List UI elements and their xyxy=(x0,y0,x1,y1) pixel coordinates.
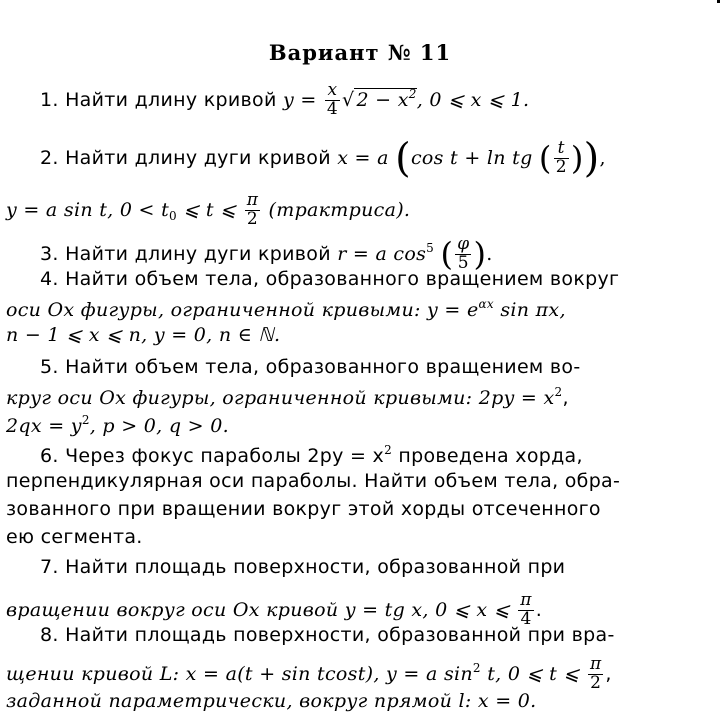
variant-title: Вариант № 11 xyxy=(268,40,452,65)
problem-1-eq: = xyxy=(293,88,323,111)
problem-6-line-4 xyxy=(6,528,143,547)
left-paren-inner: ( xyxy=(538,138,552,177)
problem-2-fraction-2 xyxy=(245,192,260,229)
problem-5-line-1 xyxy=(40,358,580,377)
fraction-denominator: 4 xyxy=(326,98,339,119)
problem-1-text: 1. Найти длину кривой xyxy=(40,88,283,111)
problem-4-sin: sin πx, xyxy=(494,299,566,321)
problem-4-text-2: оси Ox фигуры, ограниченной кривыми: y = e xyxy=(6,299,479,321)
problem-1-y: y xyxy=(282,88,294,111)
problem-8-fraction xyxy=(588,656,603,693)
problem-8-text-2b: t, 0 ⩽ t ⩽ xyxy=(480,662,586,685)
problem-5-text-3b: , p > 0, q > 0. xyxy=(89,415,229,437)
problem-1-fraction xyxy=(325,82,340,119)
fraction-numerator: π xyxy=(589,654,602,674)
problem-7-period: . xyxy=(535,598,543,621)
problem-2-line-1 xyxy=(40,135,606,182)
problem-8-line-2 xyxy=(6,656,612,693)
problem-7-text-1: 7. Найти площадь поверхности, образованной при xyxy=(40,556,566,578)
problem-8-line-3 xyxy=(6,692,537,711)
problem-3-r-eq: r = a cos xyxy=(337,242,427,265)
problem-4-line-1 xyxy=(6,270,696,289)
fraction-numerator: π xyxy=(246,190,259,210)
left-paren: ( xyxy=(440,234,454,273)
fraction-denominator: 4 xyxy=(520,608,532,629)
problem-2-bound: ⩽ t ⩽ xyxy=(176,198,243,221)
problem-2-inner: cos t + ln tg xyxy=(410,146,533,169)
problem-2-tractrix: (трактриса). xyxy=(262,198,411,221)
exponent: 2 xyxy=(472,660,481,675)
problem-7-text-2: вращении вокруг оси Ox кривой y = tg x, 0 ⩽ x ⩽ xyxy=(6,598,517,621)
problem-4-text-3: n − 1 ⩽ x ⩽ n, y = 0, n ∈ ℕ. xyxy=(6,324,281,346)
problem-1: 1. Найти длину кривой y = $\frac{x}{4}$ √ $2 - x^2$, 0 ⩽ x ⩽ 1. xyxy=(40,80,530,119)
problem-2-y-eq: y = a sin t, 0 < t xyxy=(6,198,170,221)
subscript: 0 xyxy=(169,208,177,223)
problem-2-x-eq: x = a xyxy=(337,146,389,169)
sqrt-exponent: 2 xyxy=(408,86,417,101)
exponent: 2 xyxy=(384,443,393,457)
right-paren-inner: ) xyxy=(570,138,584,177)
right-paren: ) xyxy=(473,234,487,273)
fraction-numerator: t xyxy=(554,140,569,159)
problem-6-line-3 xyxy=(6,500,601,519)
exponent: 5 xyxy=(426,240,435,255)
problem-8-text-2a: щении кривой L: x = a(t + sin tcost), y = a sin xyxy=(6,662,473,685)
problem-6-text-2: перпендикулярная оси параболы. Найти объем тела, обра- xyxy=(6,470,621,492)
problem-6-text-4: ею сегмента. xyxy=(6,526,143,548)
problem-4-line-2 xyxy=(6,298,566,320)
problem-8-text-3: заданной параметрически, вокруг прямой l: x = 0. xyxy=(6,690,537,712)
fraction-denominator: 5 xyxy=(457,252,469,273)
problem-2-line-2 xyxy=(6,192,410,229)
problem-5-comma: , xyxy=(562,387,569,409)
problem-5-line-2 xyxy=(6,386,569,408)
problem-6-line-2 xyxy=(6,472,620,491)
fraction-denominator: 2 xyxy=(590,672,602,693)
fraction-numerator: π xyxy=(520,590,532,610)
problem-6-text-3: зованного при вращении вокруг этой хорды отсеченного xyxy=(6,498,601,520)
problem-8-comma: , xyxy=(605,662,612,685)
exponent: αx xyxy=(478,297,494,311)
problem-2-fraction xyxy=(554,140,569,177)
right-paren: ) xyxy=(583,135,600,182)
problem-1-range: , 0 ⩽ x ⩽ 1. xyxy=(416,88,530,111)
problem-3-period: . xyxy=(486,242,493,265)
problem-4-line-3 xyxy=(6,326,280,345)
problem-8-text-1: 8. Найти площадь поверхности, образованной при вра- xyxy=(40,624,615,646)
problem-4-text-1: 4. Найти объем тела, образованного вращением вокруг xyxy=(40,268,620,290)
fraction-denominator: 2 xyxy=(555,156,567,177)
problem-2-comma: , xyxy=(599,146,606,169)
problem-7-line-1 xyxy=(40,558,565,577)
problem-6-line-1 xyxy=(40,444,583,466)
problem-5-text-1: 5. Найти объем тела, образованного вращением во- xyxy=(40,356,581,378)
problem-sheet xyxy=(6,0,696,716)
exponent: 2 xyxy=(554,385,563,399)
left-paren: ( xyxy=(395,135,411,182)
problem-5-text-2: круг оси Ox фигуры, ограниченной кривыми: 2py = x xyxy=(6,387,555,409)
sqrt-radicand: 2 − x xyxy=(356,88,409,111)
problem-5-text-3a: 2qx = y xyxy=(6,415,82,437)
problem-3-text: 3. Найти длину дуги кривой xyxy=(40,242,338,265)
problem-2-text: 2. Найти длину дуги кривой xyxy=(40,146,338,169)
fraction-numerator: x xyxy=(325,82,340,101)
fraction-numerator: φ xyxy=(457,234,470,254)
problem-1-sqrt xyxy=(354,88,416,111)
problem-6-text-1b: проведена хорда, xyxy=(392,445,583,467)
problem-8-line-1 xyxy=(40,626,615,645)
exponent: 2 xyxy=(81,413,90,427)
problem-5-line-3 xyxy=(6,414,229,436)
problem-6-text-1a: 6. Через фокус параболы 2py = x xyxy=(40,445,385,467)
fraction-denominator: 2 xyxy=(246,208,259,229)
